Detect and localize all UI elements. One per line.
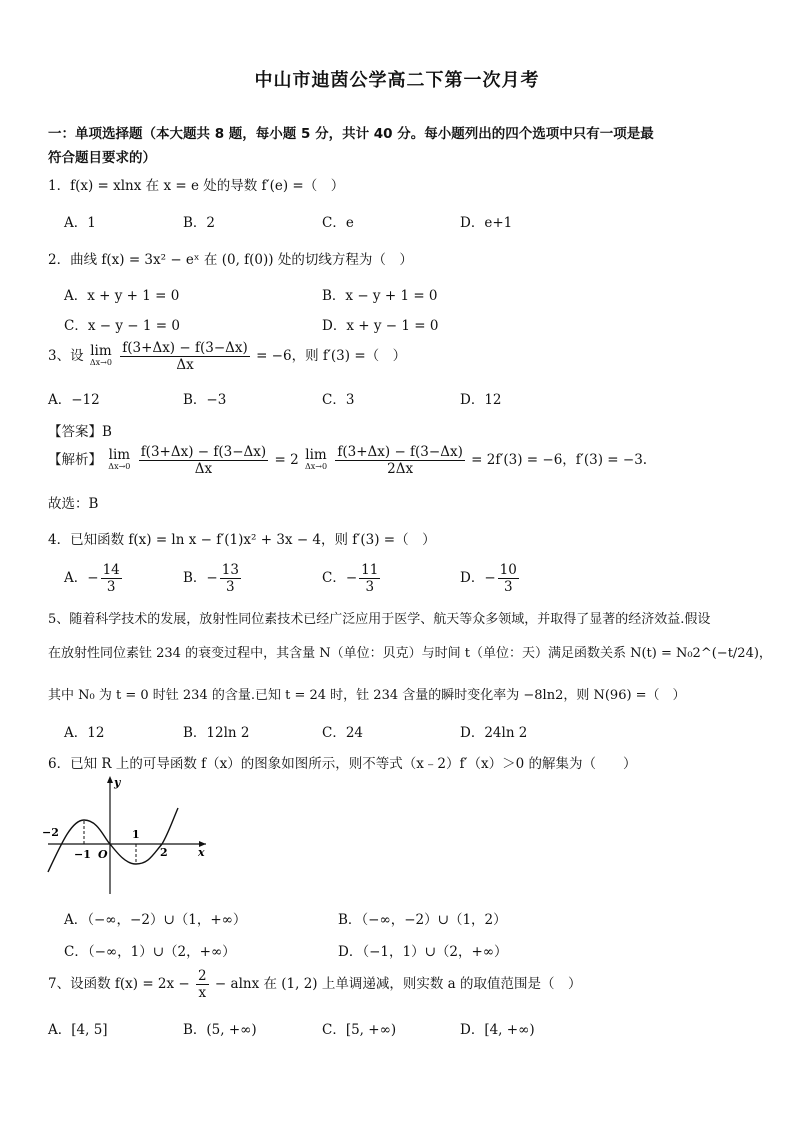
q5-option-c: C．24 xyxy=(322,725,364,741)
q3-option-d: D．12 xyxy=(460,392,502,408)
q1-option-b: B．2 xyxy=(183,215,216,231)
q4-option-d: D．− $\frac{10}{3}$ xyxy=(460,562,517,595)
q7-fraction: $\frac{2}{x}$ xyxy=(198,968,207,1001)
q2-option-d: D．x + y − 1 = 0 xyxy=(322,318,439,334)
q3-analysis-label: 【解析】 xyxy=(48,452,102,468)
q4-option-c: C．− $\frac{11}{3}$ xyxy=(322,562,379,595)
q3-analysis-frac1: $\frac{f(3+\Delta x) - f(3-\Delta x)}{\Delta x}$ xyxy=(140,444,267,477)
q7-option-b: B．(5, +∞) xyxy=(183,1022,257,1038)
q3-suffix: = −6，则 f′(3) =（ ） xyxy=(256,348,407,364)
q6-option-b: B．（−∞，−2）∪（1，2） xyxy=(338,912,507,928)
label-y: y xyxy=(114,776,121,789)
label-x: x xyxy=(198,846,205,859)
q5-option-b: B．12ln 2 xyxy=(183,725,250,741)
q7-option-c: C．[5, +∞) xyxy=(322,1022,397,1038)
q2-option-a: A．x + y + 1 = 0 xyxy=(64,288,180,304)
label-one: 1 xyxy=(132,828,140,841)
q3-analysis-end: = 2f′(3) = −6，f′(3) = −3. xyxy=(471,452,648,468)
label-neg2: −2 xyxy=(42,826,59,839)
q3-option-b: B．−3 xyxy=(183,392,227,408)
q2-stem: 2．曲线 f(x) = 3x² − eˣ 在 (0, f(0)) 处的切线方程为（ ） xyxy=(48,252,413,268)
q3-analysis-limit1: lim Δx→0 xyxy=(108,446,131,471)
q3-frac-num: f(3+Δx) − f(3−Δx) xyxy=(122,340,248,356)
q3-analysis-frac2: $\frac{f(3+\Delta x) - f(3-\Delta x)}{2\Delta x}$ xyxy=(337,444,463,477)
q5-option-d: D．24ln 2 xyxy=(460,725,528,741)
q5-line3: 其中 N₀ 为 t = 0 时钍 234 的含量.已知 t = 24 时，钍 234 含量的瞬时变化率为 −8ln2，则 N(96) =（ ） xyxy=(48,688,686,703)
q5-option-a: A．12 xyxy=(64,725,105,741)
q1-option-a: A．1 xyxy=(64,215,96,231)
curve-f xyxy=(48,808,178,872)
q7-prefix: 7、设函数 f(x) = 2x − xyxy=(48,976,190,992)
q4-option-a: A．− $\frac{14}{3}$ xyxy=(64,562,120,595)
q3-fraction xyxy=(120,340,249,373)
q7-suffix: − alnx 在 (1, 2) 上单调递减，则实数 a 的取值范围是（ ） xyxy=(214,976,582,992)
q6-stem: 6．已知 R 上的可导函数 f（x）的图象如图所示，则不等式（x﹣2）f′（x）＞0 的解集为（ ） xyxy=(48,756,637,772)
q6-option-c: C．（−∞，1）∪（2，+∞） xyxy=(64,944,236,960)
q4-stem: 4．已知函数 f(x) = ln x − f′(1)x² + 3x − 4，则 f′(3) =（ ） xyxy=(48,532,436,548)
q3-limit: lim Δx→0 xyxy=(89,342,112,367)
q2-option-b: B．x − y + 1 = 0 xyxy=(322,288,438,304)
q3-stem xyxy=(48,340,754,373)
q1-option-c: C．e xyxy=(322,215,354,231)
q3-limit-sub: Δx→0 xyxy=(89,357,112,367)
q3-analysis-mid: = 2 xyxy=(274,452,299,468)
exam-title: 中山市迪茵公学高二下第一次月考 xyxy=(254,70,540,91)
label-origin: O xyxy=(98,848,108,861)
q6-function-graph xyxy=(40,772,220,900)
q3-option-a: A．−12 xyxy=(48,392,100,408)
q2-option-c: C．x − y − 1 = 0 xyxy=(64,318,180,334)
y-axis-arrow xyxy=(107,776,113,783)
q3-frac-den: Δx xyxy=(176,357,194,373)
q7-option-a: A．[4, 5] xyxy=(48,1022,108,1038)
label-two: 2 xyxy=(160,846,168,859)
q1-stem: 1．f(x) = xlnx 在 x = e 处的导数 f′(e) =（ ） xyxy=(48,178,345,194)
label-neg1: −1 xyxy=(74,848,91,861)
q1-option-d: D．e+1 xyxy=(460,215,513,231)
q6-option-d: D．（−1，1）∪（2，+∞） xyxy=(338,944,508,960)
section-heading-line1: 一：单项选择题（本大题共 8 题，每小题 5 分，共计 40 分。每小题列出的四个选项中只有一项是最 xyxy=(48,126,654,142)
q3-conclusion: 故选：B xyxy=(48,496,99,512)
q5-line2: 在放射性同位素钍 234 的衰变过程中，其含量 N（单位：贝克）与时间 t（单位：天）满足函数关系 N(t) = N₀2^(−t/24)， xyxy=(48,646,772,661)
q3-analysis-limit2: lim Δx→0 xyxy=(304,446,328,471)
q3-option-c: C．3 xyxy=(322,392,355,408)
q7-stem xyxy=(48,968,754,1001)
q3-analysis xyxy=(48,444,754,477)
q7-option-d: D．[4, +∞) xyxy=(460,1022,535,1038)
q5-line1: 5、随着科学技术的发展，放射性同位素技术已经广泛应用于医学、航天等众多领域，并取得了显著的经济效益.假设 xyxy=(48,612,711,627)
q3-answer: 【答案】B xyxy=(48,424,112,440)
section-heading-line2: 符合题目要求的） xyxy=(48,150,156,166)
q3-prefix: 3、设 xyxy=(48,348,84,364)
q4-option-b: B．− $\frac{13}{3}$ xyxy=(183,562,239,595)
q6-option-a: A．（−∞，−2）∪（1，+∞） xyxy=(64,912,247,928)
